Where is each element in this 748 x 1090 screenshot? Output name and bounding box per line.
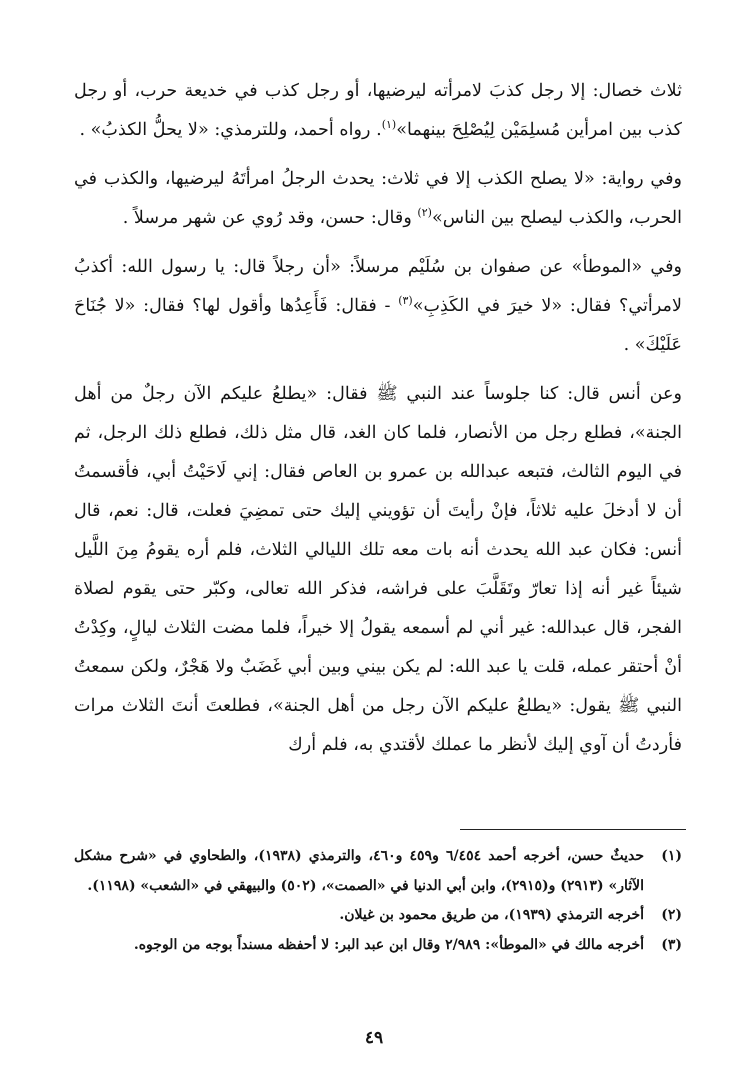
- footnotes: [74, 842, 682, 960]
- paragraph-text: وعن أنس قال: كنا جلوساً عند النبي ﷺ فقال: «يطلعُ عليكم الآن رجلٌ من أهل الجنة»، فطلع رجل من الأنصار، فلما كان الغد، قال مثل ذلك، فطلع ذلك الرجل، ثم في اليوم الثالث، فتبعه عبدالله بن عمرو بن العاص فقال: إني لَاحَيْتُ أبي، فأقسمتُ أن لا أدخلَ عليه ثلاثاً، فإنْ رأيتَ أن تؤويني إليك حتى تمضِيَ فعلت، قال: نعم، قال أنس: فكان عبد الله يحدث أنه بات معه تلك الليالي الثلاث، فلم أره يقومُ مِنَ اللَّيل شيئاً غير أنه إذا تعارّ وتَقَلَّبَ على فراشه، فذكر الله تعالى، وكبّر حتى يقوم لصلاة الفجر، قال عبدالله: غير أني لم أسمعه يقولُ إلا خيراً، فلما مضت الثلاث ليالٍ، وكِدْتُ أنْ أحتقر عمله، قلت يا عبد الله: لم يكن بيني وبين أبي غَضَبٌ ولا هَجْرٌ، ولكن سمعتُ النبي ﷺ يقول: «يطلعُ عليكم الآن رجل من أهل الجنة»، فطلعتَ أنتَ الثلاث مرات فأردتُ أن آوي إليك لأنظر ما عملك لأقتدي به، فلم أرك: [74, 384, 682, 755]
- paragraph-1: [74, 72, 682, 150]
- paragraph-text-continued: - فقال: فَأَعِدُها وأقول لها؟ فقال: «لا جُنَاحَ عَلَيْكَ» .: [74, 296, 682, 355]
- footnote-text: أخرجه مالك في «الموطأ»: ٢/٩٨٩ وقال ابن عبد البر: لا أحفظه مسنداً بوجه من الوجوه.: [133, 936, 644, 953]
- footnote-text: أخرجه الترمذي (١٩٣٩)، من طريق محمود بن غيلان.: [339, 907, 644, 923]
- footnote-text: حديثٌ حسن، أخرجه أحمد ٦/٤٥٤ و٤٥٩ و٤٦٠، والترمذي (١٩٣٨)، والطحاوي في «شرح مشكل الآثار» (٢٩١٣) و(٢٩١٥)، وابن أبي الدنيا في «الصمت»، (٥٠٢) والبيهقي في «الشعب» (١١٩٨).: [74, 848, 644, 894]
- footnote-number: (١): [661, 848, 682, 864]
- paragraph-4: [74, 375, 682, 765]
- paragraph-text: ثلاث خصال: إلا رجل كذبَ لامرأته ليرضيها، أو رجل كذب في خديعة حرب، أو رجل كذب بين امرأين مُسلِمَيْن لِيُصْلِحَ بينهما»: [74, 81, 682, 140]
- footnote-ref-3: (٣): [398, 294, 413, 308]
- page-number: ٤٩: [364, 1028, 384, 1048]
- paragraph-text-continued: وقال: حسن، وقد رُوي عن شهر مرسلاً .: [122, 208, 418, 228]
- footnote-ref-1: (١): [381, 118, 397, 132]
- footnote-3: [74, 931, 682, 961]
- paragraph-2: [74, 160, 682, 238]
- footnote-ref-2: (٢): [417, 206, 432, 220]
- footnote-1: [74, 842, 682, 901]
- footnote-divider: [460, 829, 686, 830]
- paragraph-text: وفي «الموطأ» عن صفوان بن سُلَيْم مرسلاً: «أن رجلاً قال: يا رسول الله: أكذبُ لامرأتي؟ فقال: «لا خيرَ في الكَذِبِ»: [74, 257, 682, 316]
- footnote-2: [74, 901, 682, 931]
- paragraph-text-continued: . رواه أحمد، وللترمذي: «لا يحلُّ الكذبُ» .: [79, 120, 382, 140]
- footnote-number: (٢): [661, 907, 682, 923]
- paragraph-3: [74, 248, 682, 365]
- paragraph-text: وفي رواية: «لا يصلح الكذب إلا في ثلاث: يحدث الرجلُ امرأتَهُ ليرضيها، والكذب في الحرب، والكذب ليصلح بين الناس»: [74, 169, 682, 228]
- footnote-number: (٣): [661, 936, 682, 953]
- body-text: [74, 72, 682, 775]
